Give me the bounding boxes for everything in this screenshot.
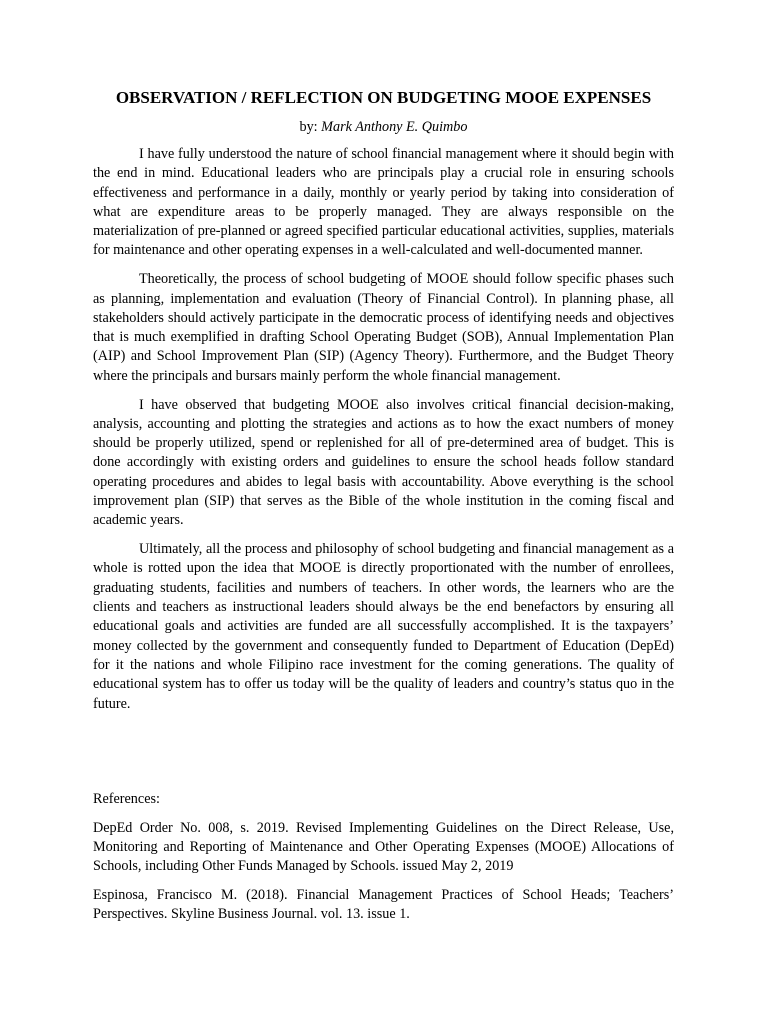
body-paragraph-3: I have observed that budgeting MOOE also involves critical financial decision-making, analysis, accounting and plotting the strategies and actions as to how the exact numbers of money should be properly utilized, spend or replenished for all of pre-determined area of budget. This is done accordingly with existing orders and guidelines to ensure the school heads follow standard operating procedures and abides to legal basis with accountability. Above everything is the school improvement plan (SIP) that serves as the Bible of the whole institution in the coming fiscal and academic years. xyxy=(93,396,674,529)
document-title: OBSERVATION / REFLECTION ON BUDGETING MOOE EXPENSES xyxy=(115,88,652,107)
reference-item-1: DepEd Order No. 008, s. 2019. Revised Implementing Guidelines on the Direct Release, Use, Monitoring and Reporting of Maintenance and Other Operating Expenses (MOOE) Allocations of Schools, including Other Funds Managed by Schools. issued May 2, 2019 xyxy=(93,819,674,875)
references-heading: References: xyxy=(93,791,160,807)
references-section xyxy=(93,790,674,934)
document-body xyxy=(93,145,674,723)
body-paragraph-2: Theoretically, the process of school budgeting of MOOE should follow specific phases such as planning, implementation and evaluation (Theory of Financial Control). In planning phase, all stakeholders should actively participate in the democratic process of identifying needs and objectives that is much exemplified in drafting School Operating Budget (SOB), Annual Implementation Plan (AIP) and School Improvement Plan (SIP) (Agency Theory). Furthermore, and the Budget Theory where the principals and bursars mainly perform the whole financial management. xyxy=(93,271,674,384)
byline xyxy=(93,118,674,136)
byline-prefix: by: xyxy=(299,119,318,135)
body-paragraph-1: I have fully understood the nature of school financial management where it should begin with the end in mind. Educational leaders who are principals play a crucial role in ensuring schools effectiveness and performance in a daily, monthly or yearly period by taking into consideration of what are expenditure areas to be properly managed. They are always responsible on the materialization of pre-planned or agreed specified particular educational activities, supplies, materials for maintenance and other operating expenses in a well-calculated and well-documented manner. xyxy=(93,146,674,259)
author-name: Mark Anthony E. Quimbo xyxy=(321,119,468,135)
body-paragraph-4: Ultimately, all the process and philosophy of school budgeting and financial management as a whole is rotted upon the idea that MOOE is directly proportionated with the number of enrollees, graduating students, facilities and numbers of teachers. In other words, the learners who are the clients and teachers as instructional leaders should always be the end benefactors by ensuring all educational goals and activities are funded are all successfully accomplished. It is the taxpayers’ money collected by the government and consequently funded to Department of Education (DepEd) for it the nations and whole Filipino race investment for the coming generations. The quality of educational system has to offer us today will be the quality of leaders and country’s status quo in the future. xyxy=(93,541,674,712)
reference-item-2: Espinosa, Francisco M. (2018). Financial Management Practices of School Heads; Teachers’ Perspectives. Skyline Business Journal. vol. 13. issue 1. xyxy=(93,887,674,923)
